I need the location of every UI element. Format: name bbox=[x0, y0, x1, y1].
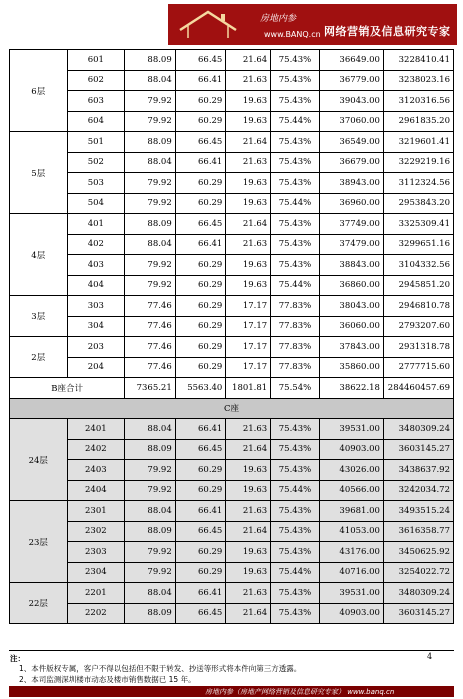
table-cell: 88.09 bbox=[125, 214, 176, 235]
table-cell: 75.43% bbox=[271, 419, 320, 440]
site-url: www.BANQ.cn bbox=[264, 30, 321, 39]
table-cell: 60.29 bbox=[175, 111, 226, 132]
table-row bbox=[10, 70, 454, 91]
table-cell: 19.63 bbox=[226, 91, 271, 112]
table-cell: 77.46 bbox=[125, 316, 176, 337]
table-cell: 3603145.27 bbox=[383, 603, 453, 624]
table-cell: 66.41 bbox=[175, 152, 226, 173]
table-cell: 3480309.24 bbox=[383, 583, 453, 604]
table-cell: 38943.00 bbox=[319, 173, 383, 194]
table-cell: 77.83% bbox=[271, 296, 320, 317]
table-row bbox=[10, 439, 454, 460]
table-cell: 2301 bbox=[67, 501, 125, 522]
table-cell: 503 bbox=[67, 173, 125, 194]
table-cell: 19.63 bbox=[226, 111, 271, 132]
table-cell: 75.43% bbox=[271, 214, 320, 235]
table-cell: 88.09 bbox=[125, 521, 176, 542]
table-row bbox=[10, 316, 454, 337]
floor-label: 23层 bbox=[10, 501, 68, 583]
table-cell: 204 bbox=[67, 357, 125, 378]
table-cell: 60.29 bbox=[175, 173, 226, 194]
table-cell: 37479.00 bbox=[319, 234, 383, 255]
table-cell: 60.29 bbox=[175, 316, 226, 337]
table-cell: 19.63 bbox=[226, 562, 271, 583]
table-cell: 402 bbox=[67, 234, 125, 255]
house-logo-icon bbox=[174, 6, 240, 42]
table-cell: 17.17 bbox=[226, 296, 271, 317]
table-cell: 603 bbox=[67, 91, 125, 112]
table-cell: 36549.00 bbox=[319, 132, 383, 153]
table-cell: 21.63 bbox=[226, 70, 271, 91]
table-cell: 36960.00 bbox=[319, 193, 383, 214]
table-row bbox=[10, 91, 454, 112]
table-cell: 77.46 bbox=[125, 357, 176, 378]
footer-text: 房地内参（房地产网络营销及信息研究专家） www.banq.cn bbox=[205, 688, 395, 696]
table-row bbox=[10, 542, 454, 563]
table-cell: 39531.00 bbox=[319, 419, 383, 440]
table-cell: 3493515.24 bbox=[383, 501, 453, 522]
table-row bbox=[10, 460, 454, 481]
table-cell: 40566.00 bbox=[319, 480, 383, 501]
table-cell: 504 bbox=[67, 193, 125, 214]
table-cell: 75.43% bbox=[271, 583, 320, 604]
table-row bbox=[10, 173, 454, 194]
table-cell: 2404 bbox=[67, 480, 125, 501]
table-cell: 2945851.20 bbox=[383, 275, 453, 296]
table-cell: 75.43% bbox=[271, 460, 320, 481]
table-cell: 19.63 bbox=[226, 173, 271, 194]
footer-bar bbox=[9, 686, 454, 697]
table-cell: 303 bbox=[67, 296, 125, 317]
table-cell: 37749.00 bbox=[319, 214, 383, 235]
table-cell: 79.92 bbox=[125, 275, 176, 296]
header-banner bbox=[168, 4, 457, 45]
table-cell: 5563.40 bbox=[175, 378, 226, 399]
table-cell: 75.43% bbox=[271, 70, 320, 91]
table-cell: 2946810.78 bbox=[383, 296, 453, 317]
table-cell: 501 bbox=[67, 132, 125, 153]
table-row bbox=[10, 603, 454, 624]
table-cell: 21.64 bbox=[226, 521, 271, 542]
table-cell: 40903.00 bbox=[319, 439, 383, 460]
table-cell: 75.43% bbox=[271, 255, 320, 276]
note-2: 2、本司监测深圳楼市动态及楼市销售数据已 15 年。 bbox=[19, 675, 196, 684]
table-row bbox=[10, 132, 454, 153]
table-cell: 21.64 bbox=[226, 439, 271, 460]
table-cell: 3603145.27 bbox=[383, 439, 453, 460]
table-cell: 203 bbox=[67, 337, 125, 358]
table-row bbox=[10, 337, 454, 358]
table-cell: 88.09 bbox=[125, 50, 176, 71]
section-label: C座 bbox=[10, 398, 454, 419]
table-cell: 2953843.20 bbox=[383, 193, 453, 214]
table-cell: 75.43% bbox=[271, 439, 320, 460]
table-cell: 77.46 bbox=[125, 296, 176, 317]
table-cell: 75.43% bbox=[271, 521, 320, 542]
table-cell: 79.92 bbox=[125, 542, 176, 563]
table-cell: 88.04 bbox=[125, 234, 176, 255]
table-cell: 79.92 bbox=[125, 460, 176, 481]
table-cell: 2201 bbox=[67, 583, 125, 604]
banner-title: 网络营销及信息研究专家 bbox=[324, 25, 451, 38]
table-cell: 2401 bbox=[67, 419, 125, 440]
table-cell: 7365.21 bbox=[125, 378, 176, 399]
table-cell: 75.44% bbox=[271, 275, 320, 296]
table-cell: 60.29 bbox=[175, 460, 226, 481]
table-cell: 40903.00 bbox=[319, 603, 383, 624]
table-cell: 60.29 bbox=[175, 296, 226, 317]
table-cell: 38043.00 bbox=[319, 296, 383, 317]
table-cell: 35860.00 bbox=[319, 357, 383, 378]
table-cell: 2302 bbox=[67, 521, 125, 542]
table-cell: 66.41 bbox=[175, 583, 226, 604]
table-cell: 77.83% bbox=[271, 357, 320, 378]
table-cell: 79.92 bbox=[125, 562, 176, 583]
table-cell: 88.09 bbox=[125, 439, 176, 460]
table-cell: 1801.81 bbox=[226, 378, 271, 399]
table-cell: 39531.00 bbox=[319, 583, 383, 604]
table-cell: 19.63 bbox=[226, 460, 271, 481]
table-cell: 66.45 bbox=[175, 50, 226, 71]
notes-section bbox=[9, 650, 454, 686]
table-cell: 2793207.60 bbox=[383, 316, 453, 337]
table-cell: 2402 bbox=[67, 439, 125, 460]
table-cell: 66.41 bbox=[175, 419, 226, 440]
table-row bbox=[10, 501, 454, 522]
table-cell: 3104332.56 bbox=[383, 255, 453, 276]
table-cell: 75.43% bbox=[271, 501, 320, 522]
table-cell: 75.44% bbox=[271, 480, 320, 501]
floor-label: 4层 bbox=[10, 214, 68, 296]
table-cell: 2777715.60 bbox=[383, 357, 453, 378]
table-cell: 3238023.16 bbox=[383, 70, 453, 91]
table-row bbox=[10, 234, 454, 255]
table-cell: 601 bbox=[67, 50, 125, 71]
table-cell: 37843.00 bbox=[319, 337, 383, 358]
table-cell: 41053.00 bbox=[319, 521, 383, 542]
table-cell: 60.29 bbox=[175, 255, 226, 276]
table-cell: 79.92 bbox=[125, 91, 176, 112]
table-cell: 88.09 bbox=[125, 603, 176, 624]
table-cell: 3229219.16 bbox=[383, 152, 453, 173]
table-cell: 502 bbox=[67, 152, 125, 173]
table-cell: 75.43% bbox=[271, 173, 320, 194]
table-row bbox=[10, 111, 454, 132]
table-cell: 36779.00 bbox=[319, 70, 383, 91]
table-cell: 60.29 bbox=[175, 562, 226, 583]
table-cell: 39681.00 bbox=[319, 501, 383, 522]
table-cell: 21.63 bbox=[226, 419, 271, 440]
table-row bbox=[10, 480, 454, 501]
table-cell: 88.09 bbox=[125, 132, 176, 153]
table-cell: 21.63 bbox=[226, 583, 271, 604]
table-cell: 88.04 bbox=[125, 583, 176, 604]
table-cell: 66.41 bbox=[175, 234, 226, 255]
table-cell: 2961835.20 bbox=[383, 111, 453, 132]
table-cell: 3480309.24 bbox=[383, 419, 453, 440]
table-row bbox=[10, 193, 454, 214]
table-cell: 21.64 bbox=[226, 214, 271, 235]
section-header-row bbox=[10, 398, 454, 419]
table-cell: 284460457.69 bbox=[383, 378, 453, 399]
floor-label: 2层 bbox=[10, 337, 68, 378]
table-cell: 75.43% bbox=[271, 234, 320, 255]
floor-label: 5层 bbox=[10, 132, 68, 214]
table-row bbox=[10, 357, 454, 378]
table-row bbox=[10, 583, 454, 604]
table-cell: 60.29 bbox=[175, 357, 226, 378]
table-cell: 401 bbox=[67, 214, 125, 235]
table-cell: 19.63 bbox=[226, 480, 271, 501]
table-cell: 79.92 bbox=[125, 111, 176, 132]
table-cell: 3228410.41 bbox=[383, 50, 453, 71]
table-cell: 75.43% bbox=[271, 542, 320, 563]
table-cell: 77.83% bbox=[271, 337, 320, 358]
table-row bbox=[10, 50, 454, 71]
table-cell: 43026.00 bbox=[319, 460, 383, 481]
logo-text: 房地内参 bbox=[260, 14, 297, 24]
floor-label: 3层 bbox=[10, 296, 68, 337]
table-cell: 60.29 bbox=[175, 337, 226, 358]
table-cell: 19.63 bbox=[226, 193, 271, 214]
table-cell: 36860.00 bbox=[319, 275, 383, 296]
table-cell: 604 bbox=[67, 111, 125, 132]
note-1: 1、本件版权专属，客户不得以包括但不限于转发、抄送等形式将本件向第三方透露。 bbox=[19, 664, 302, 673]
table-cell: 60.29 bbox=[175, 542, 226, 563]
table-row bbox=[10, 419, 454, 440]
table-cell: 19.63 bbox=[226, 275, 271, 296]
table-cell: 60.29 bbox=[175, 275, 226, 296]
table-cell: 3438637.92 bbox=[383, 460, 453, 481]
table-row bbox=[10, 296, 454, 317]
table-cell: 75.43% bbox=[271, 91, 320, 112]
table-cell: 3120316.56 bbox=[383, 91, 453, 112]
table-cell: 38843.00 bbox=[319, 255, 383, 276]
table-cell: 2403 bbox=[67, 460, 125, 481]
table-cell: 3112324.56 bbox=[383, 173, 453, 194]
table-cell: 36679.00 bbox=[319, 152, 383, 173]
table-cell: 17.17 bbox=[226, 357, 271, 378]
table-row bbox=[10, 214, 454, 235]
table-cell: 88.04 bbox=[125, 501, 176, 522]
table-cell: 88.04 bbox=[125, 419, 176, 440]
table-cell: 75.43% bbox=[271, 152, 320, 173]
table-cell: 88.04 bbox=[125, 152, 176, 173]
table-cell: 21.63 bbox=[226, 152, 271, 173]
floor-label: 22层 bbox=[10, 583, 68, 624]
table-row bbox=[10, 562, 454, 583]
table-cell: 304 bbox=[67, 316, 125, 337]
table-cell: 404 bbox=[67, 275, 125, 296]
table-cell: 66.41 bbox=[175, 70, 226, 91]
table-cell: 40716.00 bbox=[319, 562, 383, 583]
table-cell: 75.44% bbox=[271, 562, 320, 583]
sales-table bbox=[9, 49, 454, 624]
table-cell: 3325309.41 bbox=[383, 214, 453, 235]
table-cell: 60.29 bbox=[175, 193, 226, 214]
table-cell: 21.63 bbox=[226, 501, 271, 522]
table-cell: 602 bbox=[67, 70, 125, 91]
table-cell: 75.54% bbox=[271, 378, 320, 399]
table-cell: 75.43% bbox=[271, 132, 320, 153]
table-cell: 36649.00 bbox=[319, 50, 383, 71]
table-cell: 66.41 bbox=[175, 501, 226, 522]
table-cell: 79.92 bbox=[125, 480, 176, 501]
table-cell: 77.46 bbox=[125, 337, 176, 358]
table-cell: 66.45 bbox=[175, 439, 226, 460]
table-cell: 75.43% bbox=[271, 603, 320, 624]
table-cell: 19.63 bbox=[226, 255, 271, 276]
table-cell: 3450625.92 bbox=[383, 542, 453, 563]
table-cell: 21.63 bbox=[226, 234, 271, 255]
page-number: 4 bbox=[427, 652, 433, 661]
table-cell: 60.29 bbox=[175, 480, 226, 501]
table-cell: 17.17 bbox=[226, 337, 271, 358]
table-cell: 17.17 bbox=[226, 316, 271, 337]
table-cell: 3616358.77 bbox=[383, 521, 453, 542]
notes-title: 注： bbox=[10, 654, 25, 663]
table-row bbox=[10, 255, 454, 276]
table-cell: 38622.18 bbox=[319, 378, 383, 399]
floor-label: 6层 bbox=[10, 50, 68, 132]
table-cell: 3219601.41 bbox=[383, 132, 453, 153]
table-cell: 2304 bbox=[67, 562, 125, 583]
table-cell: 36060.00 bbox=[319, 316, 383, 337]
table-cell: 66.45 bbox=[175, 521, 226, 542]
table-cell: 75.44% bbox=[271, 111, 320, 132]
table-cell: 75.44% bbox=[271, 193, 320, 214]
table-row bbox=[10, 152, 454, 173]
table-cell: 3242034.72 bbox=[383, 480, 453, 501]
total-row bbox=[10, 378, 454, 399]
table-cell: 79.92 bbox=[125, 173, 176, 194]
table-cell: 79.92 bbox=[125, 255, 176, 276]
table-cell: 39043.00 bbox=[319, 91, 383, 112]
table-cell: 2303 bbox=[67, 542, 125, 563]
table-cell: 19.63 bbox=[226, 542, 271, 563]
table-cell: 21.64 bbox=[226, 50, 271, 71]
table-cell: 43176.00 bbox=[319, 542, 383, 563]
table-cell: 2202 bbox=[67, 603, 125, 624]
table-cell: 37060.00 bbox=[319, 111, 383, 132]
table-cell: 3299651.16 bbox=[383, 234, 453, 255]
table-cell: 88.04 bbox=[125, 70, 176, 91]
table-cell: 77.83% bbox=[271, 316, 320, 337]
table-cell: 3254022.72 bbox=[383, 562, 453, 583]
table-cell: 66.45 bbox=[175, 603, 226, 624]
table-cell: 21.64 bbox=[226, 603, 271, 624]
table-cell: 75.43% bbox=[271, 50, 320, 71]
table-cell: 66.45 bbox=[175, 214, 226, 235]
table-cell: 2931318.78 bbox=[383, 337, 453, 358]
table-cell: 403 bbox=[67, 255, 125, 276]
table-cell: 60.29 bbox=[175, 91, 226, 112]
floor-label: 24层 bbox=[10, 419, 68, 501]
table-cell: 21.64 bbox=[226, 132, 271, 153]
table-cell: 79.92 bbox=[125, 193, 176, 214]
table-cell: 66.45 bbox=[175, 132, 226, 153]
total-label: B座合计 bbox=[10, 378, 125, 399]
table-row bbox=[10, 521, 454, 542]
table-row bbox=[10, 275, 454, 296]
